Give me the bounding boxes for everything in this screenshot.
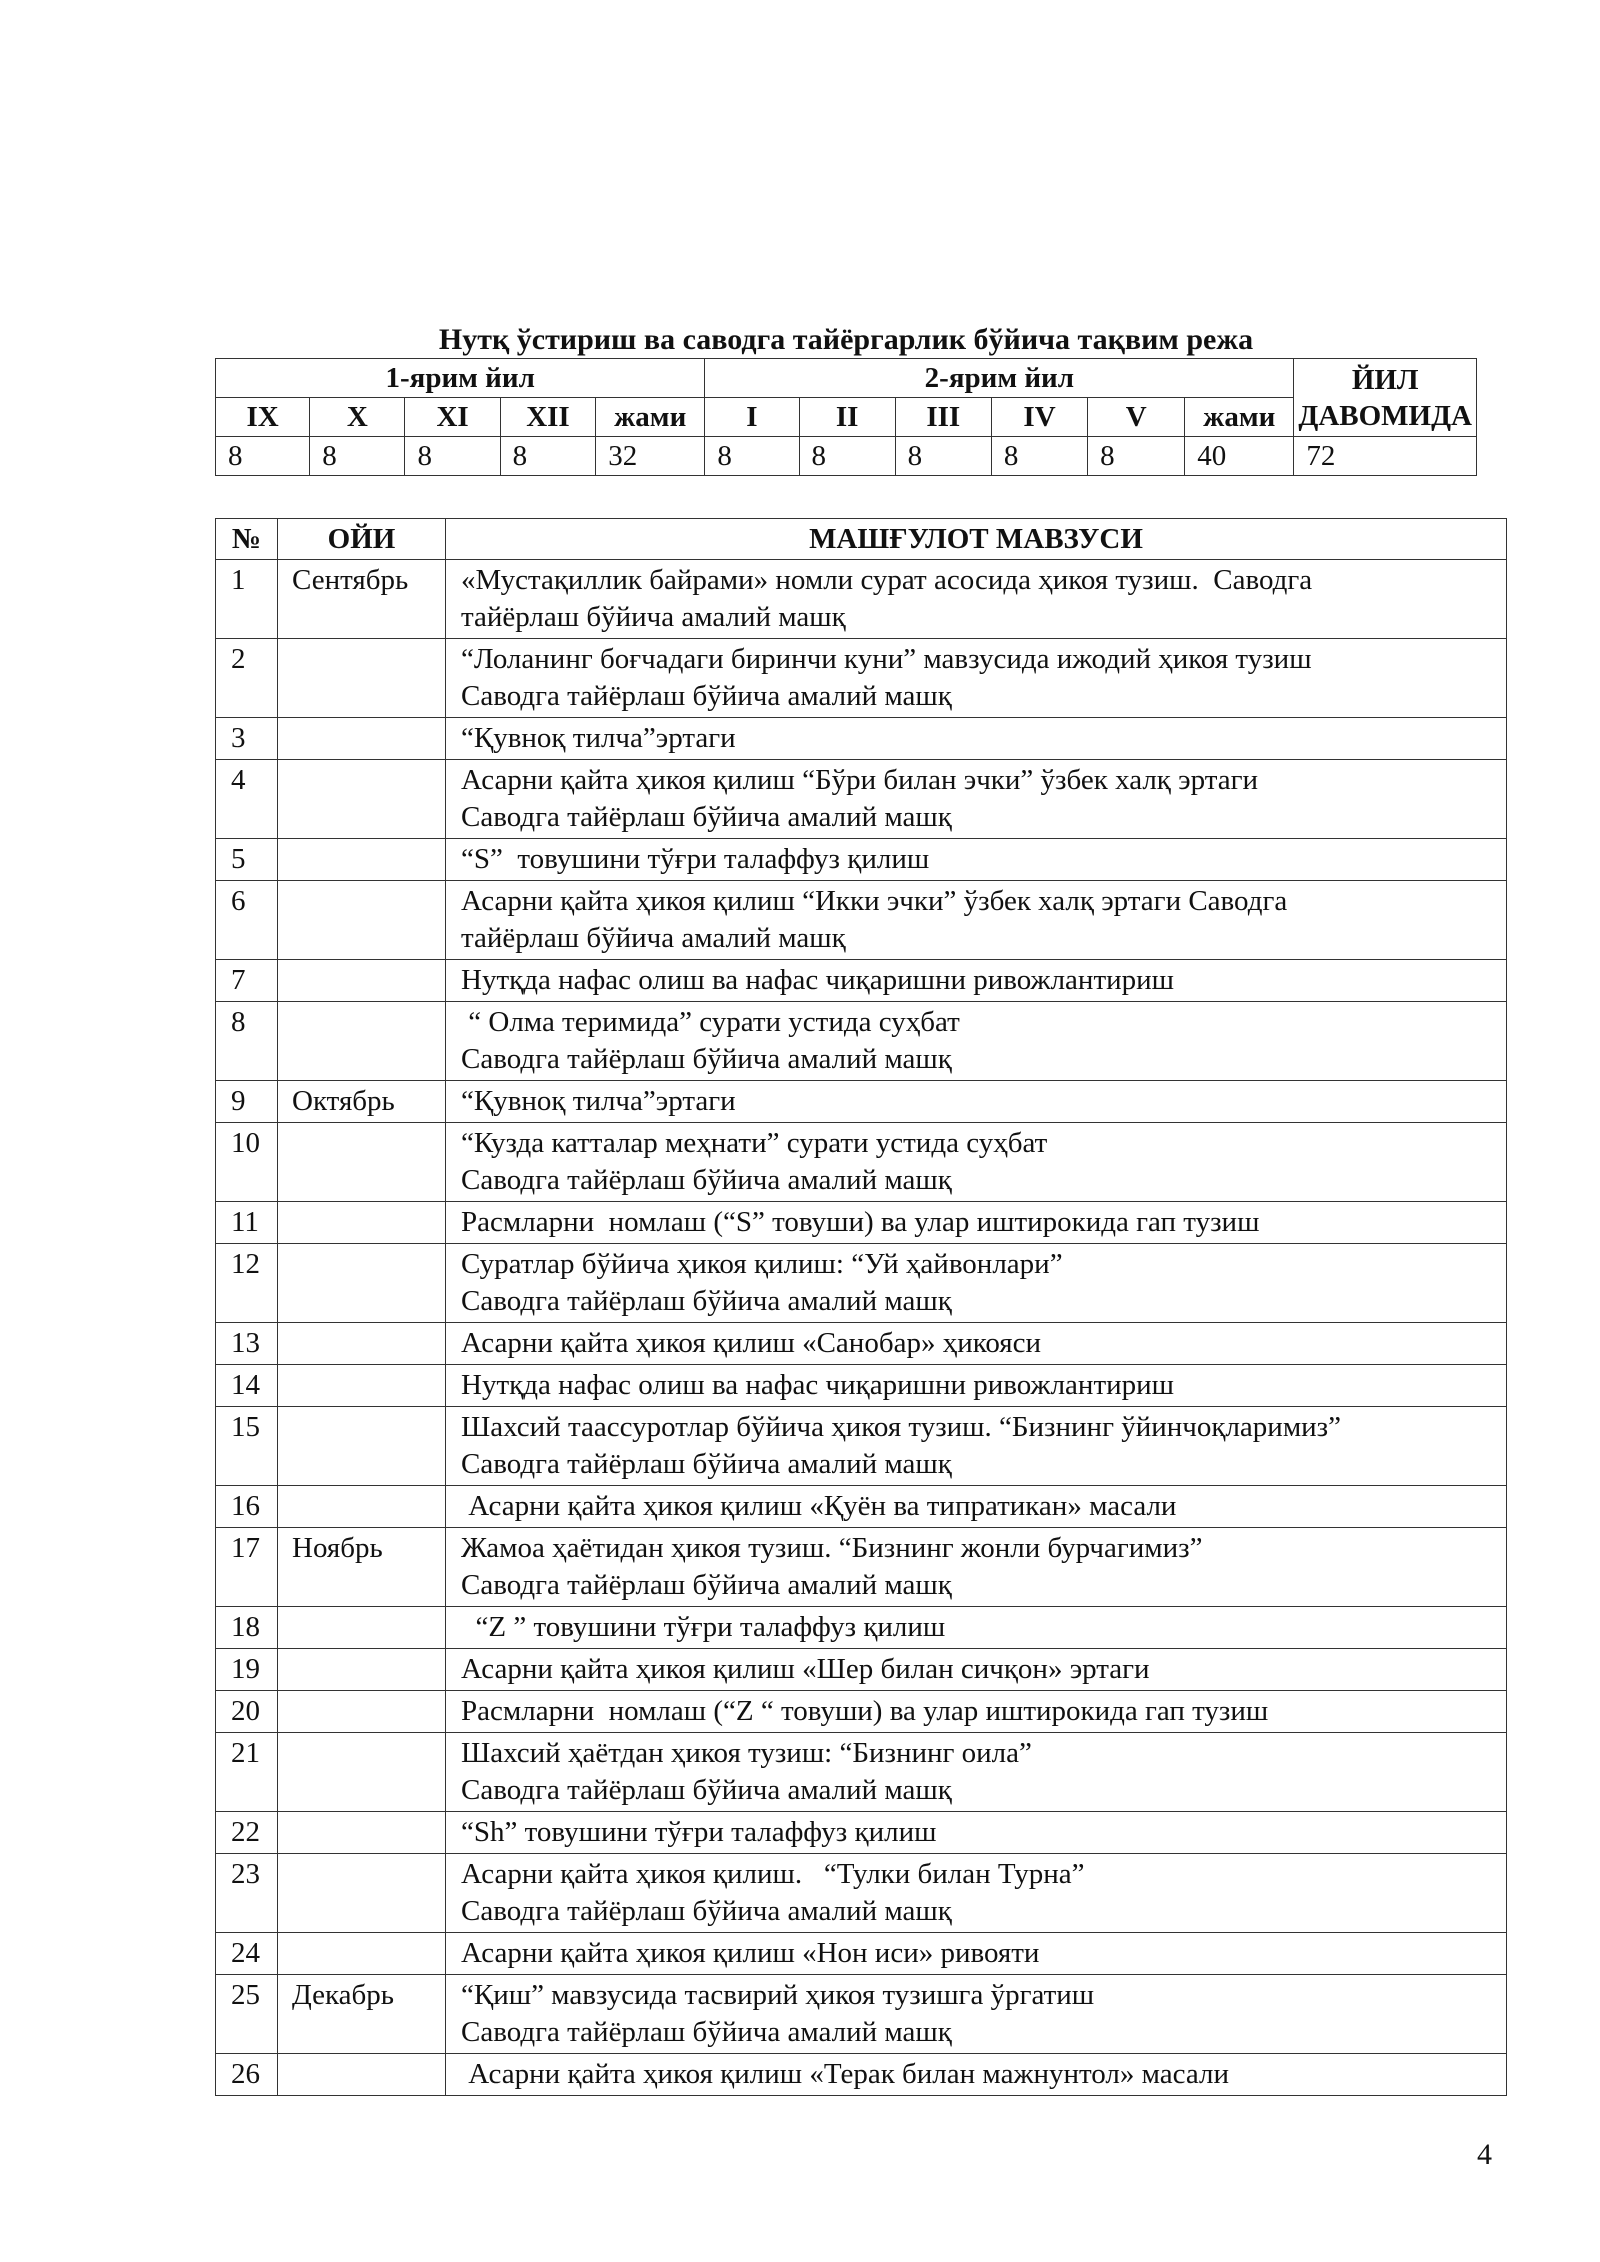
row-topic [446, 639, 1507, 718]
topic-line: тайёрлаш бўйича амалий машқ [461, 601, 846, 633]
topic-line: “Лоланинг боғчадаги биринчи куни” мавзусида ижодий ҳикоя тузиш [461, 643, 1312, 675]
schedule-row [216, 1733, 1507, 1812]
row-month [278, 839, 446, 881]
month-header-h1: XI [405, 398, 500, 437]
row-month: Ноябрь [278, 1528, 446, 1607]
topic-line: Саводга тайёрлаш бўйича амалий машқ [461, 1895, 952, 1927]
row-month [278, 2054, 446, 2096]
topic-line: Жамоа ҳаётидан ҳикоя тузиш. “Бизнинг жонли бурчагимиз” [461, 1532, 1203, 1564]
hours-value-h2: 8 [1088, 437, 1185, 476]
hours-value-h2: 8 [991, 437, 1087, 476]
topic-line: Саводга тайёрлаш бўйича амалий машқ [461, 680, 952, 712]
document-title: Нутқ ўстириш ва саводга тайёргарлик бўйича тақвим режа [438, 323, 1254, 356]
row-topic [446, 1812, 1507, 1854]
row-month [278, 1733, 446, 1812]
topic-line: “Қувноқ тилча”эртаги [461, 722, 736, 754]
row-number: 3 [216, 718, 278, 760]
topic-line: Асарни қайта ҳикоя қилиш. “Тулки билан Турна” [461, 1858, 1085, 1890]
row-number: 14 [216, 1365, 278, 1407]
row-month [278, 1202, 446, 1244]
schedule-header-row [216, 519, 1507, 560]
month-header-h1: жами [596, 398, 705, 437]
topic-line: Асарни қайта ҳикоя қилиш «Нон иси» ривояти [461, 1937, 1040, 1969]
schedule-row [216, 1323, 1507, 1365]
row-topic [446, 1407, 1507, 1486]
topic-line: Асарни қайта ҳикоя қилиш “Икки эчки” ўзбек халқ эртаги Саводга [461, 885, 1288, 917]
hours-value-h1: 8 [405, 437, 500, 476]
row-topic [446, 1486, 1507, 1528]
month-header-h1: XII [500, 398, 596, 437]
topic-line: “Қиш” мавзусида тасвирий ҳикоя тузишга ўргатиш [461, 1979, 1095, 2011]
topic-line: “S” товушини тўғри талаффуз қилиш [461, 843, 930, 875]
schedule-row [216, 1933, 1507, 1975]
topic-line: Саводга тайёрлаш бўйича амалий машқ [461, 1285, 952, 1317]
schedule-row [216, 2054, 1507, 2096]
topic-line: “Z ” товушини тўғри талаффуз қилиш [461, 1611, 946, 1643]
schedule-row [216, 1002, 1507, 1081]
year-total-header [1294, 359, 1477, 437]
year-total-header-line2: ДАВОМИДА [1298, 399, 1472, 432]
schedule-row [216, 1691, 1507, 1733]
row-number: 25 [216, 1975, 278, 2054]
row-month: Сентябрь [278, 560, 446, 639]
month-header-h2: жами [1185, 398, 1294, 437]
hours-value-h2: 8 [705, 437, 799, 476]
row-number: 23 [216, 1854, 278, 1933]
month-header-h2: V [1088, 398, 1185, 437]
row-topic [446, 1123, 1507, 1202]
row-topic [446, 1244, 1507, 1323]
row-month: Октябрь [278, 1081, 446, 1123]
schedule-row [216, 839, 1507, 881]
row-month [278, 1486, 446, 1528]
row-month [278, 760, 446, 839]
hours-value-h1: 32 [596, 437, 705, 476]
topic-line: Саводга тайёрлаш бўйича амалий машқ [461, 2016, 952, 2048]
row-number: 18 [216, 1607, 278, 1649]
row-topic [446, 760, 1507, 839]
row-number: 8 [216, 1002, 278, 1081]
topic-line: “Sh” товушини тўғри талаффуз қилиш [461, 1816, 937, 1848]
row-number: 19 [216, 1649, 278, 1691]
row-number: 2 [216, 639, 278, 718]
row-topic [446, 1528, 1507, 1607]
topic-line: Асарни қайта ҳикоя қилиш «Санобар» ҳикояси [461, 1327, 1042, 1359]
schedule-row [216, 718, 1507, 760]
row-month [278, 960, 446, 1002]
topic-line: Асарни қайта ҳикоя қилиш «Шер билан сичқон» эртаги [461, 1653, 1150, 1685]
row-number: 24 [216, 1933, 278, 1975]
schedule-row [216, 639, 1507, 718]
topic-line: Нутқда нафас олиш ва нафас чиқаришни ривожлантириш [461, 1369, 1174, 1401]
hours-value-h1: 8 [310, 437, 405, 476]
row-topic [446, 1081, 1507, 1123]
row-topic [446, 2054, 1507, 2096]
schedule-row [216, 1975, 1507, 2054]
summary-half-row [216, 359, 1477, 398]
row-number: 16 [216, 1486, 278, 1528]
row-topic [446, 1002, 1507, 1081]
number-column-header: № [216, 519, 278, 560]
summary-month-row [216, 398, 1477, 437]
hours-value-h2: 8 [895, 437, 991, 476]
hours-value-h1: 8 [216, 437, 310, 476]
page-number: 4 [1477, 2138, 1492, 2171]
row-number: 11 [216, 1202, 278, 1244]
schedule-row [216, 1854, 1507, 1933]
row-topic [446, 1854, 1507, 1933]
row-number: 5 [216, 839, 278, 881]
topic-line: Асарни қайта ҳикоя қилиш «Қуён ва типратикан» масали [461, 1490, 1177, 1522]
row-month [278, 1123, 446, 1202]
topic-column-header: МАШҒУЛОТ МАВЗУСИ [446, 519, 1507, 560]
row-topic [446, 881, 1507, 960]
schedule-row [216, 1081, 1507, 1123]
hours-value-h1: 8 [500, 437, 596, 476]
topic-line: Расмларни номлаш (“Z “ товуши) ва улар иштирокида гап тузиш [461, 1695, 1269, 1727]
row-topic [446, 1323, 1507, 1365]
row-month [278, 1812, 446, 1854]
month-header-h2: I [705, 398, 799, 437]
row-number: 22 [216, 1812, 278, 1854]
topic-line: Саводга тайёрлаш бўйича амалий машқ [461, 1774, 952, 1806]
month-header-h1: IX [216, 398, 310, 437]
row-topic [446, 839, 1507, 881]
schedule-row [216, 881, 1507, 960]
second-half-header: 2-ярим йил [705, 359, 1294, 398]
schedule-row [216, 1812, 1507, 1854]
schedule-row [216, 1528, 1507, 1607]
row-number: 17 [216, 1528, 278, 1607]
row-number: 7 [216, 960, 278, 1002]
month-header-h2: IV [991, 398, 1087, 437]
row-number: 1 [216, 560, 278, 639]
row-number: 13 [216, 1323, 278, 1365]
row-topic [446, 1691, 1507, 1733]
row-month [278, 1407, 446, 1486]
month-header-h2: II [799, 398, 895, 437]
row-topic [446, 718, 1507, 760]
schedule-row [216, 760, 1507, 839]
month-column-header: ОЙИ [278, 519, 446, 560]
schedule-row [216, 1407, 1507, 1486]
row-month [278, 718, 446, 760]
schedule-row [216, 960, 1507, 1002]
schedule-row [216, 1649, 1507, 1691]
row-month [278, 881, 446, 960]
topic-line: тайёрлаш бўйича амалий машқ [461, 922, 846, 954]
row-number: 21 [216, 1733, 278, 1812]
schedule-row [216, 1607, 1507, 1649]
topic-line: “Кузда катталар меҳнати” сурати устида суҳбат [461, 1127, 1048, 1159]
schedule-row [216, 1486, 1507, 1528]
topic-line: Шахсий ҳаётдан ҳикоя тузиш: “Бизнинг оила” [461, 1737, 1032, 1769]
schedule-row [216, 1123, 1507, 1202]
schedule-table [215, 518, 1507, 2096]
row-topic [446, 560, 1507, 639]
row-number: 9 [216, 1081, 278, 1123]
row-month: Декабрь [278, 1975, 446, 2054]
row-topic [446, 1975, 1507, 2054]
row-month [278, 1854, 446, 1933]
schedule-row [216, 1365, 1507, 1407]
row-topic [446, 1733, 1507, 1812]
row-month [278, 1649, 446, 1691]
topic-line: Саводга тайёрлаш бўйича амалий машқ [461, 1448, 952, 1480]
row-topic [446, 1365, 1507, 1407]
row-month [278, 1365, 446, 1407]
topic-line: Саводга тайёрлаш бўйича амалий машқ [461, 1164, 952, 1196]
topic-line: Суратлар бўйича ҳикоя қилиш: “Уй ҳайвонлари” [461, 1248, 1063, 1280]
topic-line: «Мустақиллик байрами» номли сурат асосида ҳикоя тузиш. Саводга [461, 564, 1313, 596]
year-total-header-line1: ЙИЛ [1351, 363, 1419, 396]
row-topic [446, 1607, 1507, 1649]
year-total-value: 72 [1294, 437, 1477, 476]
row-number: 4 [216, 760, 278, 839]
row-number: 20 [216, 1691, 278, 1733]
row-month [278, 1002, 446, 1081]
schedule-row [216, 560, 1507, 639]
topic-line: “ Олма теримида” сурати устида суҳбат [461, 1006, 960, 1038]
first-half-header: 1-ярим йил [216, 359, 705, 398]
row-number: 12 [216, 1244, 278, 1323]
row-number: 6 [216, 881, 278, 960]
row-month [278, 639, 446, 718]
row-topic [446, 1933, 1507, 1975]
row-number: 15 [216, 1407, 278, 1486]
hours-summary-table [215, 358, 1477, 476]
topic-line: Асарни қайта ҳикоя қилиш «Терак билан мажнунтол» масали [461, 2058, 1230, 2090]
row-month [278, 1244, 446, 1323]
topic-line: Шахсий таассуротлар бўйича ҳикоя тузиш. “Бизнинг ўйинчоқларимиз” [461, 1411, 1342, 1443]
row-topic [446, 1202, 1507, 1244]
topic-line: “Қувноқ тилча”эртаги [461, 1085, 736, 1117]
row-month [278, 1933, 446, 1975]
topic-line: Асарни қайта ҳикоя қилиш “Бўри билан эчки” ўзбек халқ эртаги [461, 764, 1259, 796]
row-month [278, 1691, 446, 1733]
month-header-h2: III [895, 398, 991, 437]
topic-line: Нутқда нафас олиш ва нафас чиқаришни ривожлантириш [461, 964, 1174, 996]
schedule-row [216, 1202, 1507, 1244]
hours-value-h2: 8 [799, 437, 895, 476]
month-header-h1: X [310, 398, 405, 437]
row-number: 26 [216, 2054, 278, 2096]
row-topic [446, 960, 1507, 1002]
topic-line: Саводга тайёрлаш бўйича амалий машқ [461, 1043, 952, 1075]
topic-line: Расмларни номлаш (“S” товуши) ва улар иштирокида гап тузиш [461, 1206, 1260, 1238]
row-month [278, 1607, 446, 1649]
topic-line: Саводга тайёрлаш бўйича амалий машқ [461, 801, 952, 833]
row-topic [446, 1649, 1507, 1691]
schedule-row [216, 1244, 1507, 1323]
summary-value-row [216, 437, 1477, 476]
topic-line: Саводга тайёрлаш бўйича амалий машқ [461, 1569, 952, 1601]
row-number: 10 [216, 1123, 278, 1202]
row-month [278, 1323, 446, 1365]
hours-value-h2: 40 [1185, 437, 1294, 476]
